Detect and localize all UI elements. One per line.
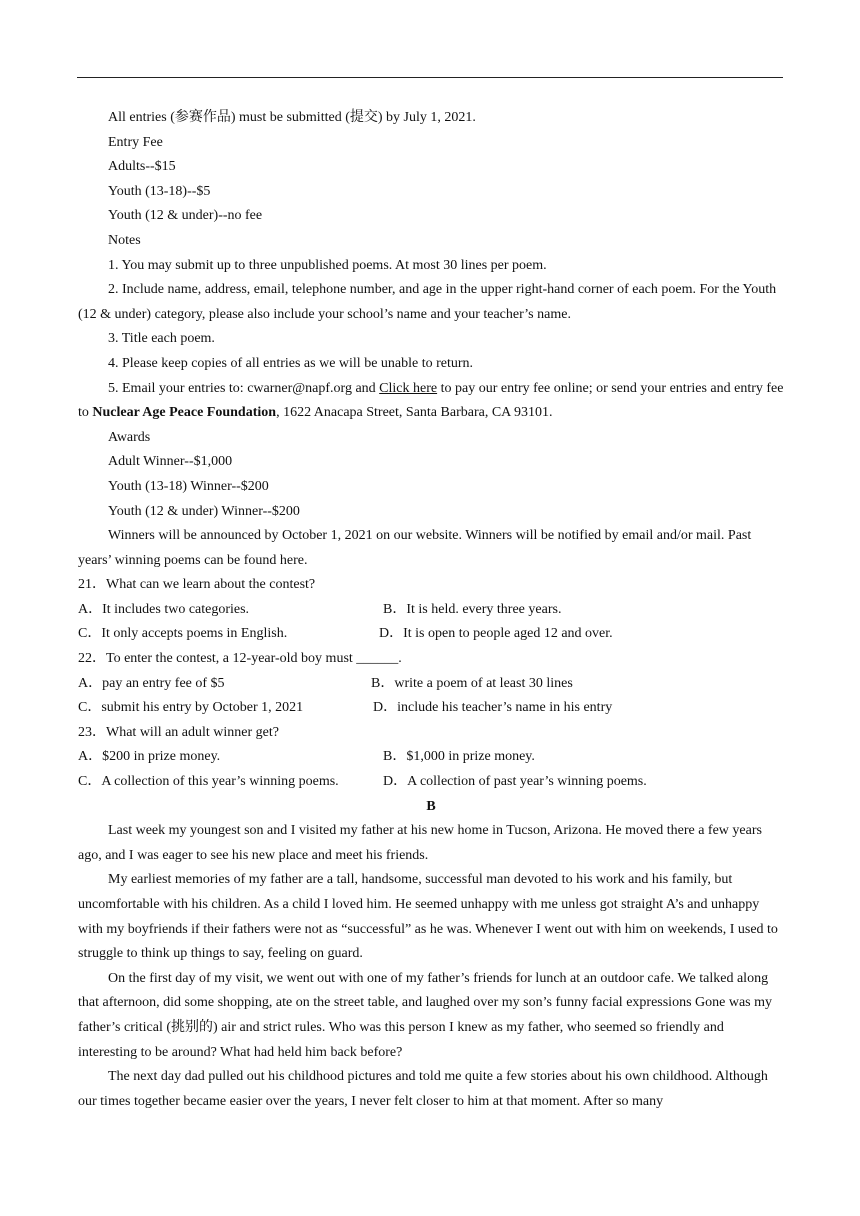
- question-21-option-d: D．It is open to people aged 12 and over.: [379, 626, 613, 642]
- deadline-text: All entries (参赛作品) must be submitted (提交) by July 1, 2021.: [108, 110, 476, 125]
- entry-fee-heading: Entry Fee: [108, 134, 163, 150]
- question-23-option-d: D．A collection of past year’s winning poems.: [383, 774, 647, 790]
- header-rule: [77, 77, 783, 78]
- award-youth-12: Youth (12 & under) Winner--$200: [108, 503, 300, 519]
- question-22-option-c: C．submit his entry by October 1, 2021: [78, 700, 304, 716]
- question-22-options-row-2: [78, 696, 784, 721]
- click-here-link[interactable]: Click here: [379, 380, 438, 396]
- passage-b-paragraph: My earliest memories of my father are a tall, handsome, successful man devoted to his work and his family, but uncomfortable with his children. As a child I loved him. He seemed unhappy with me unless got straight A’s and unhappy with my boyfriends if their fathers were not as “successful” as he was. Whenever I went out with him on weekends, I used to struggle to think up things to say, feeling on guard.: [78, 872, 778, 962]
- award-youth-13-18: Youth (13-18) Winner--$200: [108, 478, 269, 494]
- awards-heading: Awards: [108, 429, 151, 445]
- notes-heading: Notes: [108, 232, 141, 248]
- question-22-options-row-1: [78, 672, 784, 697]
- note-5-mid: to pay our entry fee online; or send your entries and entry fee to: [78, 380, 784, 421]
- question-22-stem: 22．To enter the contest, a 12-year-old boy must ______.: [78, 651, 402, 667]
- question-21-option-c: C．It only accepts poems in English.: [78, 626, 288, 642]
- fee-youth-12: Youth (12 & under)--no fee: [108, 208, 263, 224]
- foundation-name: Nuclear Age Peace Foundation: [92, 405, 277, 421]
- question-22-option-b: B．write a poem of at least 30 lines: [371, 675, 573, 691]
- fee-adults: Adults--$15: [108, 159, 176, 175]
- note-1: 1. You may submit up to three unpublished poems. At most 30 lines per poem.: [108, 257, 547, 273]
- document-body: [78, 106, 784, 1114]
- note-4: 4. Please keep copies of all entries as we will be unable to return.: [108, 355, 474, 371]
- fee-youth-13-18: Youth (13-18)--$5: [108, 183, 211, 199]
- question-23-option-a: A．$200 in prize money.: [78, 749, 221, 765]
- passage-b-paragraph: Last week my youngest son and I visited my father at his new home in Tucson, Arizona. He moved there a few years ago, and I was eager to see his new place and meet his friends.: [78, 823, 762, 863]
- note-5: [78, 377, 784, 426]
- question-23-stem: 23．What will an adult winner get?: [78, 724, 279, 740]
- question-23-options-row-1: [78, 745, 784, 770]
- question-22-option-a: A．pay an entry fee of $5: [78, 675, 225, 691]
- passage-b-heading: B: [426, 798, 436, 814]
- question-21-option-a: A．It includes two categories.: [78, 601, 250, 617]
- passage-b-paragraph: The next day dad pulled out his childhood pictures and told me quite a few stories about his own childhood. Although our times together became easier over the years, I never felt closer to him at that moment. After so many: [78, 1069, 768, 1109]
- question-23-option-b: B．$1,000 in prize money.: [383, 749, 535, 765]
- question-21-options-row-2: [78, 622, 784, 647]
- question-23-option-c: C．A collection of this year’s winning poems.: [78, 774, 339, 790]
- note-3: 3. Title each poem.: [108, 331, 215, 347]
- question-23-options-row-2: [78, 770, 784, 795]
- note-2: 2. Include name, address, email, telephone number, and age in the upper right-hand corner of each poem. For the Youth (12 & under) category, please also include your school’s name and your teacher’s name.: [78, 282, 777, 322]
- question-22-option-d: D．include his teacher’s name in his entry: [373, 700, 613, 716]
- passage-b-paragraph: On the first day of my visit, we went out with one of my father’s friends for lunch at an outdoor cafe. We talked along that afternoon, did some shopping, ate on the street table, and laughed over my son’s funny facial expressions Gone was my father’s critical (挑别的) air and strict rules. Who was this person I knew as my father, who seemed so friendly and interesting to be around? What had held him back before?: [78, 970, 772, 1060]
- winners-text: Winners will be announced by October 1, 2021 on our website. Winners will be notified by email and/or mail. Past years’ winning poems can be found here.: [78, 528, 752, 568]
- question-21-option-b: B．It is held. every three years.: [383, 601, 562, 617]
- question-21-stem: 21．What can we learn about the contest?: [78, 577, 316, 593]
- question-21-options-row-1: [78, 598, 784, 623]
- note-5-pre: 5. Email your entries to: cwarner@napf.org and: [108, 380, 380, 396]
- note-5-post: , 1622 Anacapa Street, Santa Barbara, CA 93101.: [276, 405, 553, 421]
- award-adult: Adult Winner--$1,000: [108, 454, 233, 470]
